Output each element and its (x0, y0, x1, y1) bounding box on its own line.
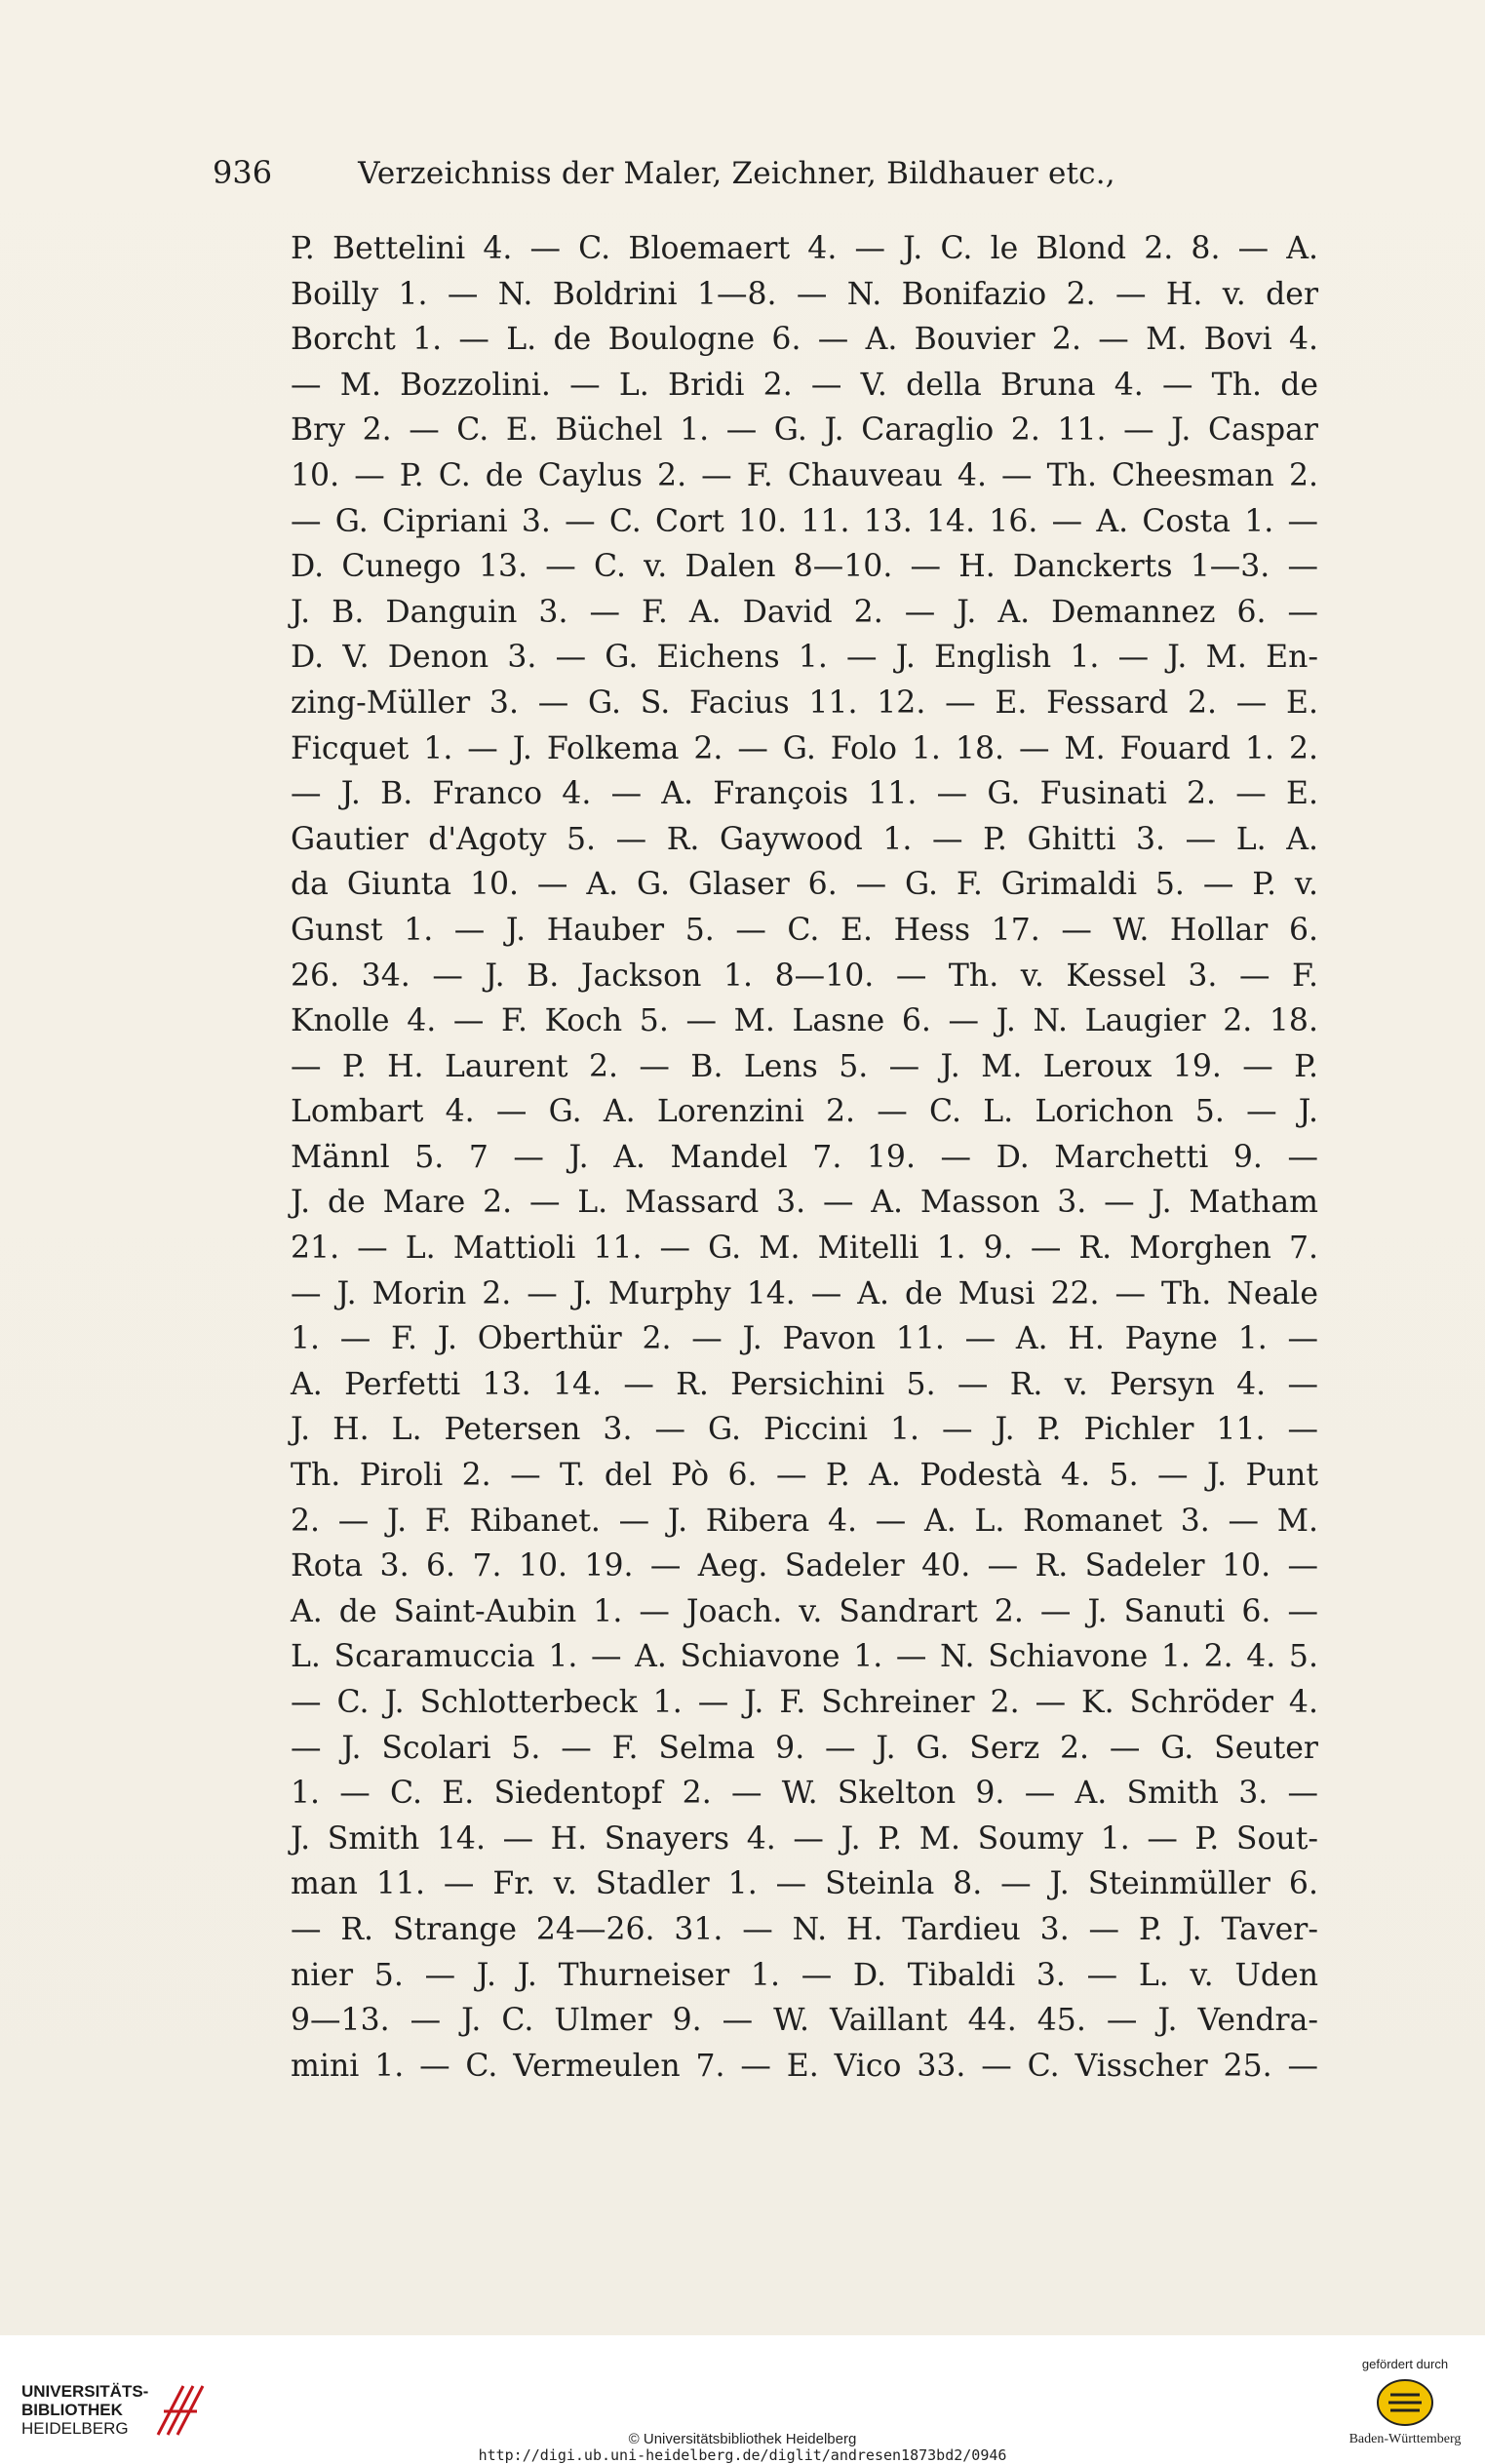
text-line: — C. J. Schlotterbeck 1. — J. F. Schreiner 2. — K. Schröder 4. (291, 1685, 1318, 1720)
text-line: L. Scaramuccia 1. — A. Schiavone 1. — N. Schiavone 1. 2. 4. 5. (291, 1639, 1318, 1675)
body-text (291, 226, 1318, 2089)
text-line: 9—13. — J. C. Ulmer 9. — W. Vaillant 44. 45. — J. Vendra- (291, 2003, 1318, 2039)
footer (0, 2335, 1485, 2462)
text-line: J. B. Danguin 3. — F. A. David 2. — J. A. Demannez 6. — (291, 594, 1318, 630)
page-header (213, 154, 1115, 191)
library-name-line: UNIVERSITÄTS- (21, 2382, 149, 2401)
text-line: Gautier d'Agoty 5. — R. Gaywood 1. — P. Ghitti 3. — L. A. (291, 821, 1318, 857)
text-line: J. Smith 14. — H. Snayers 4. — J. P. M. Soumy 1. — P. Sout- (291, 1820, 1318, 1857)
funder-block[interactable] (1347, 2357, 1464, 2447)
text-line: 21. — L. Mattioli 11. — G. M. Mitelli 1. 9. — R. Morghen 7. (291, 1231, 1318, 1267)
funded-by-label: gefördert durch (1361, 2357, 1449, 2371)
text-line: — G. Cipriani 3. — C. Cort 10. 11. 13. 14. 16. — A. Costa 1. — (291, 503, 1318, 539)
text-line: P. Bettelini 4. — C. Bloemaert 4. — J. C. le Blond 2. 8. — A. (291, 231, 1318, 266)
permalink-url[interactable]: http://digi.ub.uni-heidelberg.de/diglit/andresen1873bd2/0946 (478, 2446, 1007, 2464)
text-line: 1. — F. J. Oberthür 2. — J. Pavon 11. — A. H. Payne 1. — (291, 1321, 1318, 1357)
text-line: Ficquet 1. — J. Folkema 2. — G. Folo 1. 18. — M. Fouard 1. 2. (291, 730, 1318, 766)
text-line: — J. Morin 2. — J. Murphy 14. — A. de Musi 22. — Th. Neale (291, 1275, 1318, 1311)
page-number: 936 (213, 154, 273, 191)
text-line: man 11. — Fr. v. Stadler 1. — Steinla 8. — J. Steinmüller 6. (291, 1866, 1318, 1902)
state-crest-icon (1375, 2377, 1435, 2428)
text-line: 26. 34. — J. B. Jackson 1. 8—10. — Th. v. Kessel 3. — F. (291, 958, 1318, 994)
library-name-line: BIBLIOTHEK (21, 2401, 123, 2419)
funder-name: Baden-Württemberg (1348, 2432, 1462, 2446)
running-head: Verzeichniss der Maler, Zeichner, Bildhauer etc., (358, 156, 1115, 191)
text-line: Männl 5. 7 — J. A. Mandel 7. 19. — D. Marchetti 9. — (291, 1139, 1318, 1175)
text-line: — J. Scolari 5. — F. Selma 9. — J. G. Serz 2. — G. Seuter (291, 1730, 1318, 1766)
text-line: — P. H. Laurent 2. — B. Lens 5. — J. M. Leroux 19. — P. (291, 1048, 1318, 1084)
text-line: Bry 2. — C. E. Büchel 1. — G. J. Caraglio 2. 11. — J. Caspar (291, 412, 1318, 449)
text-line: da Giunta 10. — A. G. Glaser 6. — G. F. Grimaldi 5. — P. v. (291, 867, 1318, 903)
text-line: — M. Bozzolini. — L. Bridi 2. — V. della Bruna 4. — Th. de (291, 367, 1318, 403)
library-name (21, 2382, 148, 2438)
copyright-text: © Universitätsbibliothek Heidelberg (628, 2431, 857, 2447)
text-line: J. H. L. Petersen 3. — G. Piccini 1. — J. P. Pichler 11. — (291, 1412, 1318, 1448)
text-line: D. Cunego 13. — C. v. Dalen 8—10. — H. Danckerts 1—3. — (291, 549, 1318, 585)
text-line: zing-Müller 3. — G. S. Facius 11. 12. — E. Fessard 2. — E. (291, 684, 1318, 721)
text-line: A. de Saint-Aubin 1. — Joach. v. Sandrart 2. — J. Sanuti 6. — (291, 1593, 1318, 1629)
text-line: Lombart 4. — G. A. Lorenzini 2. — C. L. Lorichon 5. — J. (291, 1094, 1318, 1130)
text-line: J. de Mare 2. — L. Massard 3. — A. Masson 3. — J. Matham (291, 1185, 1318, 1221)
text-line: Borcht 1. — L. de Boulogne 6. — A. Bouvier 2. — M. Bovi 4. (291, 322, 1318, 358)
text-line: 2. — J. F. Ribanet. — J. Ribera 4. — A. L. Romanet 3. — M. (291, 1503, 1318, 1539)
text-line: nier 5. — J. J. Thurneiser 1. — D. Tibaldi 3. — L. v. Uden (291, 1957, 1318, 1993)
text-line: Rota 3. 6. 7. 10. 19. — Aeg. Sadeler 40. — R. Sadeler 10. — (291, 1548, 1318, 1584)
text-line: 1. — C. E. Siedentopf 2. — W. Skelton 9. — A. Smith 3. — (291, 1776, 1318, 1812)
text-line: mini 1. — C. Vermeulen 7. — E. Vico 33. — C. Visscher 25. — (291, 2048, 1318, 2084)
copyright-block (0, 2431, 1485, 2464)
library-name-line: HEIDELBERG (21, 2419, 129, 2438)
text-line: Th. Piroli 2. — T. del Pò 6. — P. A. Podestà 4. 5. — J. Punt (291, 1458, 1318, 1494)
text-line: A. Perfetti 13. 14. — R. Persichini 5. — R. v. Persyn 4. — (291, 1366, 1318, 1402)
text-line: — J. B. Franco 4. — A. François 11. — G. Fusinati 2. — E. (291, 776, 1318, 812)
text-line: Gunst 1. — J. Hauber 5. — C. E. Hess 17. — W. Hollar 6. (291, 912, 1318, 948)
text-line: D. V. Denon 3. — G. Eichens 1. — J. English 1. — J. M. En- (291, 640, 1318, 676)
text-line: Knolle 4. — F. Koch 5. — M. Lasne 6. — J. N. Laugier 2. 18. (291, 1003, 1318, 1039)
text-line: — R. Strange 24—26. 31. — N. H. Tardieu 3. — P. J. Taver- (291, 1911, 1318, 1947)
text-line: Boilly 1. — N. Boldrini 1—8. — N. Bonifazio 2. — H. v. der (291, 276, 1318, 312)
text-line: 10. — P. C. de Caylus 2. — F. Chauveau 4. — Th. Cheesman 2. (291, 457, 1318, 493)
